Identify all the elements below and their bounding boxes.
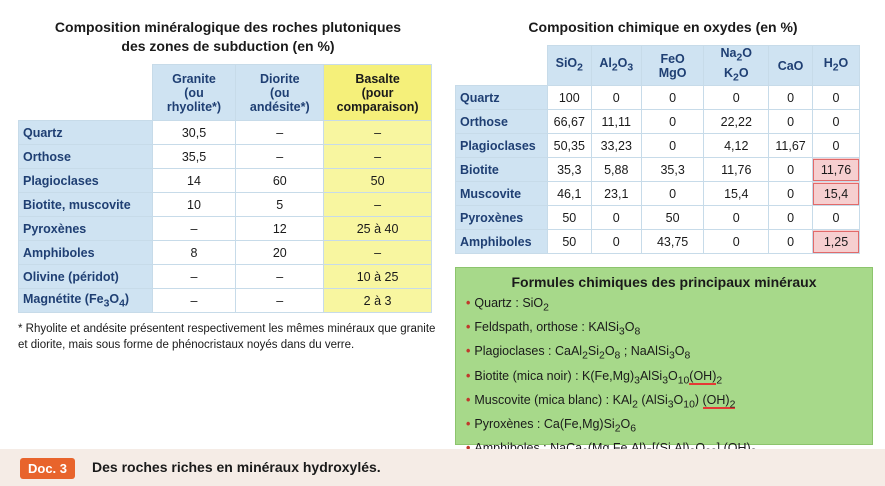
table-cell: 0 — [769, 206, 813, 230]
table-cell: 0 — [769, 158, 813, 182]
table-cell: 60 — [236, 169, 324, 193]
table-cell: 11,76 — [704, 158, 769, 182]
left-title-line2: des zones de subduction (en %) — [121, 38, 335, 54]
table-cell: – — [152, 217, 236, 241]
table-cell: 12 — [236, 217, 324, 241]
formula-muscovite: • Muscovite (mica blanc) : KAl$_2$ $(AlSi_3O_{10})$ $(OH)_2$ — [466, 391, 872, 415]
table-cell: 0 — [591, 230, 641, 254]
table-cell: 35,3 — [641, 158, 704, 182]
row-label: Quartz — [19, 121, 153, 145]
formula-box — [455, 267, 873, 445]
table-cell: – — [324, 121, 432, 145]
table-cell: 0 — [769, 110, 813, 134]
table-cell: 50 — [547, 230, 591, 254]
table-cell: – — [236, 265, 324, 289]
table-cell: 11,67 — [769, 134, 813, 158]
table-cell: 14 — [152, 169, 236, 193]
row-label: Pyroxènes — [19, 217, 153, 241]
table-cell: 35,3 — [547, 158, 591, 182]
row-label: Amphiboles — [19, 241, 153, 265]
table-cell: 8 — [152, 241, 236, 265]
row-label: Orthose — [19, 145, 153, 169]
table-cell: 0 — [641, 110, 704, 134]
table-cell: 11,76 — [812, 158, 859, 182]
table-cell: 22,22 — [704, 110, 769, 134]
table-cell: 0 — [812, 206, 859, 230]
table-cell: 1,25 — [812, 230, 859, 254]
footnote: * Rhyolite et andésite présentent respectivement les mêmes minéraux que granite et diorite, mais sous forme de phénocristaux noyés dans du verre. — [18, 323, 436, 351]
table-cell: 15,4 — [812, 182, 859, 206]
table-cell: 5 — [236, 193, 324, 217]
col-header-h2o: $H_2O$ — [812, 46, 859, 86]
row-label: Plagioclases — [456, 134, 548, 158]
formula-quartz: • Quartz : SiO$_2$ — [466, 294, 872, 318]
row-label: Muscovite — [456, 182, 548, 206]
table-cell: – — [324, 193, 432, 217]
table-cell: 0 — [704, 86, 769, 110]
table-cell: 0 — [704, 206, 769, 230]
table-row — [19, 217, 432, 241]
formula-list — [466, 294, 872, 463]
table-row — [19, 241, 432, 265]
empty-corner — [19, 65, 153, 121]
table-row — [19, 145, 432, 169]
table-row — [456, 86, 860, 110]
table-cell: 15,4 — [704, 182, 769, 206]
col-header-feo-mgo: FeO MgO — [641, 46, 704, 86]
right-table-title: Composition chimique en oxydes (en %) — [528, 19, 798, 35]
table-row — [456, 206, 860, 230]
table-cell: 23,1 — [591, 182, 641, 206]
table-cell: 0 — [641, 134, 704, 158]
col-header-al2o3: $Al_2O_3$ — [591, 46, 641, 86]
table-row — [19, 289, 432, 313]
table-cell: 4,12 — [704, 134, 769, 158]
table-cell: – — [152, 265, 236, 289]
table-cell: 0 — [704, 230, 769, 254]
doc-caption: Des roches riches en minéraux hydroxylés. — [92, 459, 381, 475]
table-cell: – — [236, 289, 324, 313]
table-cell: 30,5 — [152, 121, 236, 145]
table-cell: 0 — [812, 86, 859, 110]
table-cell: 0 — [641, 182, 704, 206]
table-cell: 11,11 — [591, 110, 641, 134]
row-label: Pyroxènes — [456, 206, 548, 230]
table-row — [456, 230, 860, 254]
col-header-na2o-k2o: $Na_2O$ $K_2O$ — [704, 46, 769, 86]
row-label: Orthose — [456, 110, 548, 134]
row-label: Magnétite $(Fe_3O_4)$ — [19, 289, 153, 313]
table-cell: 35,5 — [152, 145, 236, 169]
formula-biotite: • Biotite (mica noir) : $K(Fe,Mg)_3AlSi_3O_{10}(OH)_2$ — [466, 367, 872, 391]
empty-corner — [456, 46, 548, 86]
table-cell: 20 — [236, 241, 324, 265]
table-cell: 100 — [547, 86, 591, 110]
table-cell: 0 — [812, 134, 859, 158]
table-cell: 10 à 25 — [324, 265, 432, 289]
table-cell: 10 — [152, 193, 236, 217]
col-header-sio2: SiO$_2$ — [547, 46, 591, 86]
table-cell: 43,75 — [641, 230, 704, 254]
formula-pyroxenes: • Pyroxènes : $Ca(Fe,Mg)Si_2O_6$ — [466, 415, 872, 439]
table-cell: – — [324, 145, 432, 169]
table-cell: – — [324, 241, 432, 265]
doc-badge: Doc. 3 — [20, 458, 75, 479]
table-cell: – — [236, 121, 324, 145]
table-cell: 0 — [812, 110, 859, 134]
col-header-cao: CaO — [769, 46, 813, 86]
row-label: Plagioclases — [19, 169, 153, 193]
table-cell: 0 — [641, 86, 704, 110]
table-cell: 0 — [769, 230, 813, 254]
col-header-diorite: Diorite (ou andésite*) — [236, 65, 324, 121]
table-cell: 50 — [641, 206, 704, 230]
table-cell: – — [152, 289, 236, 313]
col-header-granite: Granite (ou rhyolite*) — [152, 65, 236, 121]
table-cell: 33,23 — [591, 134, 641, 158]
row-label: Olivine (péridot) — [19, 265, 153, 289]
table-cell: 0 — [769, 182, 813, 206]
table-row — [456, 110, 860, 134]
left-table-title — [18, 18, 438, 56]
table-cell: 50 — [547, 206, 591, 230]
row-label: Biotite — [456, 158, 548, 182]
table-row — [456, 158, 860, 182]
table-cell: 50 — [324, 169, 432, 193]
row-label: Biotite, muscovite — [19, 193, 153, 217]
row-label: Quartz — [456, 86, 548, 110]
table-cell: 25 à 40 — [324, 217, 432, 241]
table-cell: 2 à 3 — [324, 289, 432, 313]
left-title-line1: Composition minéralogique des roches plutoniques — [54, 19, 402, 35]
table-cell: 50,35 — [547, 134, 591, 158]
table-row — [19, 121, 432, 145]
mineral-composition-table — [18, 64, 432, 313]
table-cell: 0 — [591, 86, 641, 110]
formula-orthose: • Feldspath, orthose : $KAlSi_3O_8$ — [466, 318, 872, 342]
table-row — [19, 169, 432, 193]
table-row — [456, 134, 860, 158]
row-label: Amphiboles — [456, 230, 548, 254]
col-header-basalte: Basalte (pour comparaison) — [324, 65, 432, 121]
table-cell: – — [236, 145, 324, 169]
table-row — [456, 182, 860, 206]
table-cell: 5,88 — [591, 158, 641, 182]
table-row — [19, 193, 432, 217]
formula-plagioclases: • Plagioclases : $CaAl_2Si_2O_8$ ; $NaAlSi_3O_8$ — [466, 342, 872, 366]
table-cell: 0 — [769, 86, 813, 110]
table-cell: 66,67 — [547, 110, 591, 134]
table-cell: 46,1 — [547, 182, 591, 206]
table-row — [19, 265, 432, 289]
formula-title: Formules chimiques des principaux minéraux — [511, 274, 817, 290]
oxide-composition-table — [455, 45, 860, 254]
table-cell: 0 — [591, 206, 641, 230]
